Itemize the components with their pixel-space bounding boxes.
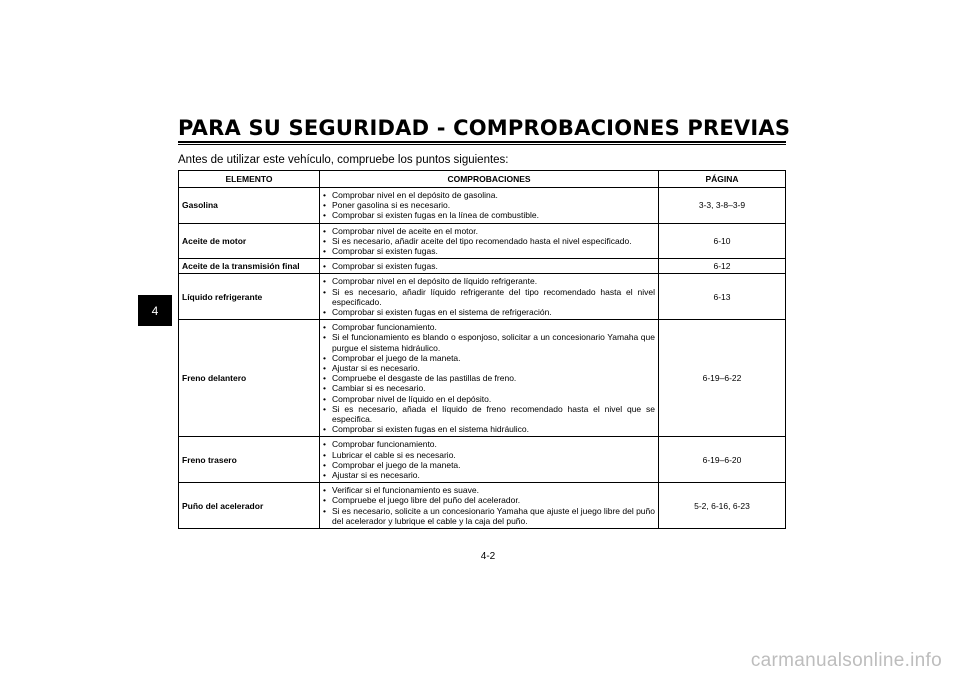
check-item: • Comprobar nivel de aceite en el motor. (323, 226, 655, 236)
check-item: • Comprobar nivel de líquido en el depósito. (323, 394, 655, 404)
page-cell: 3-3, 3-8–3-9 (659, 188, 786, 224)
page-cell: 6-12 (659, 259, 786, 274)
check-item: • Comprobar nivel en el depósito de gasolina. (323, 190, 655, 200)
check-list (323, 226, 655, 257)
table-row (179, 223, 786, 259)
checks-cell (320, 483, 659, 529)
check-item: • Poner gasolina si es necesario. (323, 200, 655, 210)
checks-cell (320, 223, 659, 259)
table-row (179, 483, 786, 529)
pre-operation-checklist-table (178, 170, 786, 529)
table-row (179, 259, 786, 274)
check-list (323, 439, 655, 480)
check-item: • Si es necesario, solicite a un concesionario Yamaha que ajuste el juego libre del puño del acelerador y lubrique el cable y la caja del puño. (323, 506, 655, 526)
watermark: carmanualsonline.info (750, 650, 942, 671)
page-number: 4-2 (480, 551, 496, 562)
check-item: • Comprobar si existen fugas. (323, 261, 655, 271)
check-list (323, 276, 655, 317)
title-underline (178, 141, 786, 143)
check-item: • Compruebe el desgaste de las pastillas de freno. (323, 373, 655, 383)
check-item: • Comprobar el juego de la maneta. (323, 460, 655, 470)
check-item: • Comprobar funcionamiento. (323, 322, 655, 332)
check-list (323, 190, 655, 221)
element-cell: Aceite de motor (179, 223, 320, 259)
table-row (179, 320, 786, 437)
element-cell: Líquido refrigerante (179, 274, 320, 320)
check-list (323, 261, 655, 271)
check-item: • Compruebe el juego libre del puño del acelerador. (323, 495, 655, 505)
intro-text: Antes de utilizar este vehículo, compruebe los puntos siguientes: (178, 154, 509, 166)
column-header-checks: COMPROBACIONES (320, 171, 659, 188)
page-cell: 6-13 (659, 274, 786, 320)
check-item: • Si es necesario, añada el líquido de freno recomendado hasta el nivel que se especifica. (323, 404, 655, 424)
check-item: • Comprobar nivel en el depósito de líquido refrigerante. (323, 276, 655, 286)
check-item: • Comprobar si existen fugas en el sistema de refrigeración. (323, 307, 655, 317)
checks-cell (320, 274, 659, 320)
table-row (179, 437, 786, 483)
page-cell: 6-10 (659, 223, 786, 259)
page-cell: 5-2, 6-16, 6-23 (659, 483, 786, 529)
table-body (179, 188, 786, 529)
check-item: • Cambiar si es necesario. (323, 383, 655, 393)
check-item: • Si el funcionamiento es blando o esponjoso, solicitar a un concesionario Yamaha que purgue el sistema hidráulico. (323, 332, 655, 352)
column-header-page: PÁGINA (659, 171, 786, 188)
element-cell: Puño del acelerador (179, 483, 320, 529)
table-row (179, 188, 786, 224)
page-title: PARA SU SEGURIDAD - COMPROBACIONES PREVIAS (178, 116, 791, 140)
checks-cell (320, 320, 659, 437)
check-item: • Comprobar funcionamiento. (323, 439, 655, 449)
check-item: • Verificar si el funcionamiento es suave. (323, 485, 655, 495)
page-cell: 6-19–6-22 (659, 320, 786, 437)
element-cell: Freno trasero (179, 437, 320, 483)
check-item: • Ajustar si es necesario. (323, 470, 655, 480)
check-list (323, 485, 655, 526)
page-cell: 6-19–6-20 (659, 437, 786, 483)
checks-cell (320, 437, 659, 483)
check-list (323, 322, 655, 434)
check-item: • Lubricar el cable si es necesario. (323, 450, 655, 460)
chapter-tab: 4 (138, 295, 172, 326)
check-item: • Ajustar si es necesario. (323, 363, 655, 373)
element-cell: Freno delantero (179, 320, 320, 437)
check-item: • Comprobar si existen fugas en la línea de combustible. (323, 210, 655, 220)
element-cell: Gasolina (179, 188, 320, 224)
title-underline-thin (178, 144, 786, 145)
check-item: • Comprobar si existen fugas en el sistema hidráulico. (323, 424, 655, 434)
column-header-element: ELEMENTO (179, 171, 320, 188)
table-header-row (179, 171, 786, 188)
check-item: • Comprobar si existen fugas. (323, 246, 655, 256)
check-item: • Si es necesario, añadir aceite del tipo recomendado hasta el nivel especificado. (323, 236, 655, 246)
checks-cell (320, 259, 659, 274)
check-item: • Si es necesario, añadir líquido refrigerante del tipo recomendado hasta el nivel especificado. (323, 287, 655, 307)
check-item: • Comprobar el juego de la maneta. (323, 353, 655, 363)
checks-cell (320, 188, 659, 224)
element-cell: Aceite de la transmisión final (179, 259, 320, 274)
table-row (179, 274, 786, 320)
